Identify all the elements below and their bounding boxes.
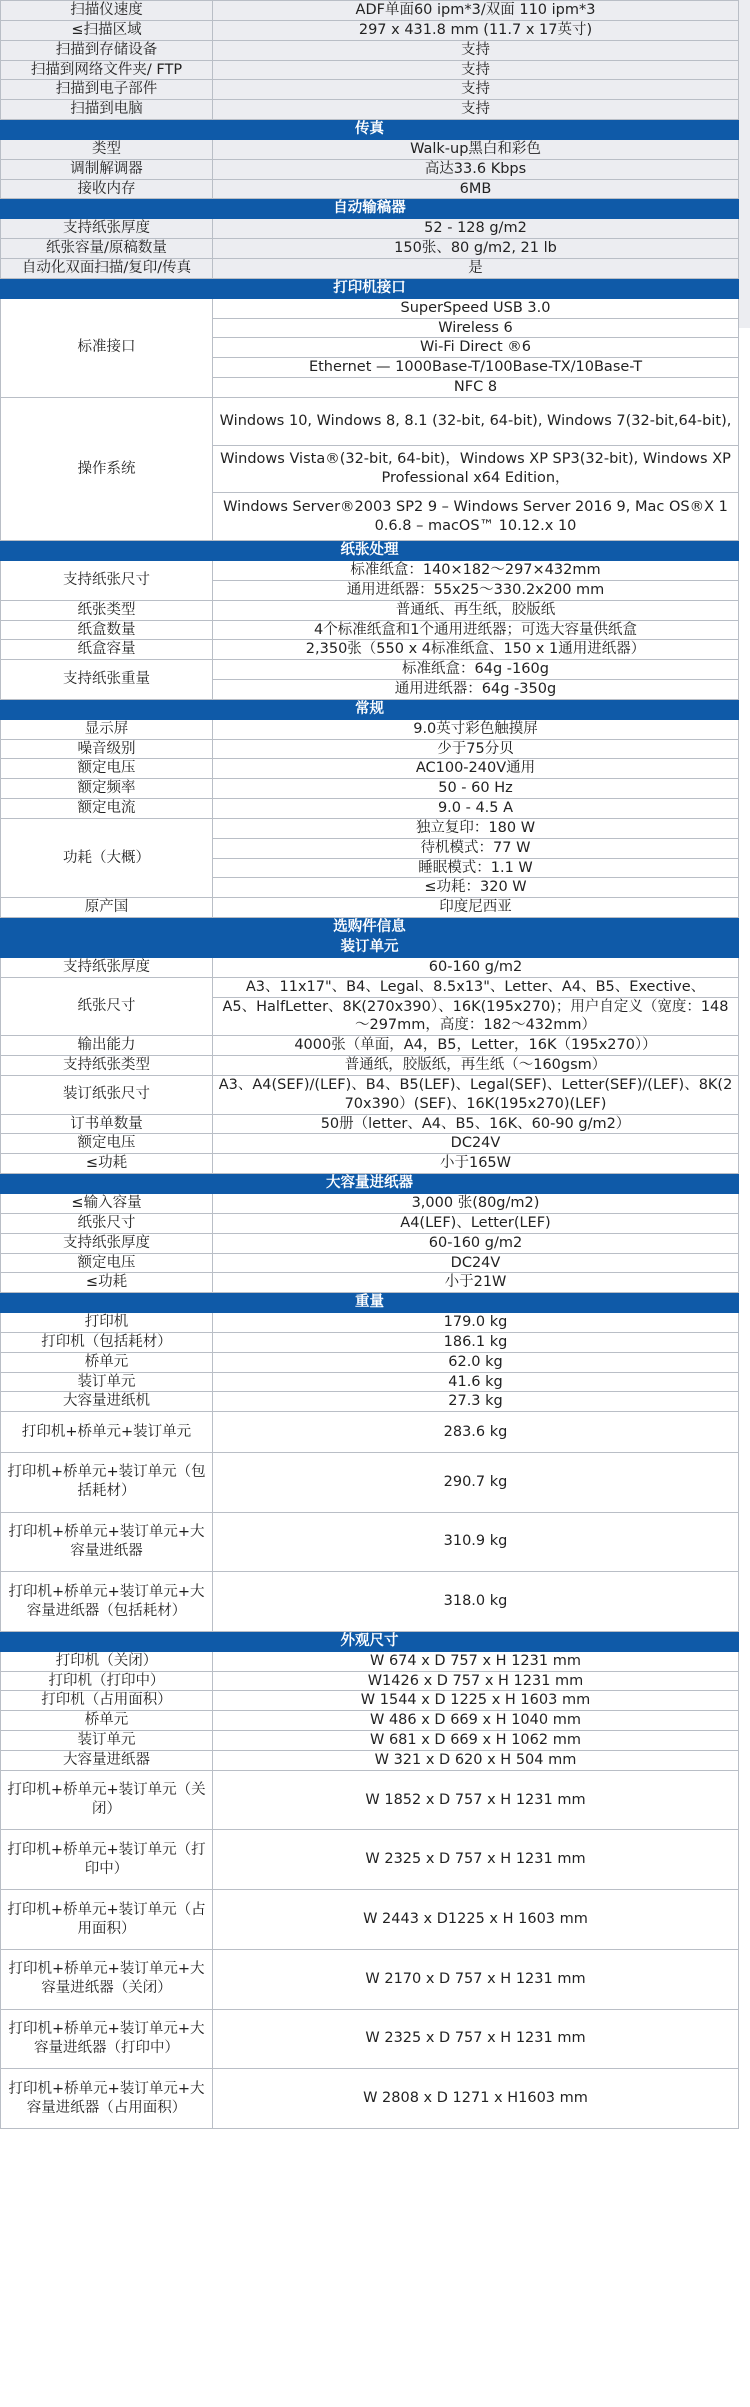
spec-label: 噪音级别: [1, 739, 213, 759]
spec-value: 高达33.6 Kbps: [213, 159, 739, 179]
spec-value: A5、HalfLetter、8K(270x390）、16K(195x270)；用户自定义（宽度：148～297mm，高度：182～432mm）: [213, 997, 739, 1036]
spec-row: [1, 1273, 739, 1293]
spec-row: [1, 779, 739, 799]
spec-value: W 681 x D 669 x H 1062 mm: [213, 1731, 739, 1751]
spec-row: [1, 1114, 739, 1134]
spec-row: [1, 600, 739, 620]
spec-row: [1, 298, 739, 318]
spec-value: 310.9 kg: [213, 1512, 739, 1572]
spec-value: 9.0英寸彩色触摸屏: [213, 719, 739, 739]
section-header: [1, 120, 739, 140]
spec-row: [1, 1691, 739, 1711]
spec-label: 调制解调器: [1, 159, 213, 179]
spec-value: 318.0 kg: [213, 1572, 739, 1632]
spec-value: A4(LEF)、Letter(LEF): [213, 1213, 739, 1233]
spec-value: 普通纸，胶版纸，再生纸（～160gsm）: [213, 1056, 739, 1076]
section-title: 传真: [1, 120, 739, 140]
spec-value: Windows Server®2003 SP2 9 – Windows Server 2016 9, Mac OS®X 10.6.8 – macOS™ 10.12.x 10: [213, 493, 739, 541]
spec-value: W 674 x D 757 x H 1231 mm: [213, 1651, 739, 1671]
spec-value: 297 x 431.8 mm (11.7 x 17英寸): [213, 20, 739, 40]
spec-label: ≤功耗: [1, 1154, 213, 1174]
spec-value: W 2325 x D 757 x H 1231 mm: [213, 2009, 739, 2069]
spec-value: 是: [213, 258, 739, 278]
spec-row: [1, 759, 739, 779]
top-shade-strip: [738, 0, 750, 328]
spec-value: Ethernet — 1000Base-T/100Base-TX/10Base-T: [213, 358, 739, 378]
spec-value: Windows Vista®(32-bit, 64-bit)，Windows XP SP3(32-bit), Windows XP Professional x64 Edition，: [213, 445, 739, 493]
spec-row: [1, 1412, 739, 1453]
spec-value: 通用进纸器：55x25～330.2x200 mm: [213, 580, 739, 600]
spec-row: [1, 1193, 739, 1213]
spec-label: 纸盒容量: [1, 640, 213, 660]
spec-label: 打印机+桥单元+装订单元（包括耗材）: [1, 1452, 213, 1512]
section-header: [1, 541, 739, 561]
spec-label: 支持纸张厚度: [1, 957, 213, 977]
spec-row: [1, 957, 739, 977]
section-header: [1, 938, 739, 958]
spec-label: 额定电压: [1, 759, 213, 779]
spec-value: A3、11x17"、B4、Legal、8.5x13"、Letter、A4、B5、Exective、: [213, 977, 739, 997]
spec-value: 标准纸盒：64g -160g: [213, 660, 739, 680]
spec-value: 50 - 60 Hz: [213, 779, 739, 799]
spec-label: 标准接口: [1, 298, 213, 397]
section-header: [1, 699, 739, 719]
spec-value: 睡眠模式：1.1 W: [213, 858, 739, 878]
spec-value: 支持: [213, 100, 739, 120]
spec-value: 150张、80 g/m2, 21 lb: [213, 239, 739, 259]
spec-row: [1, 660, 739, 680]
spec-value: NFC 8: [213, 378, 739, 398]
spec-label: 打印机（关闭）: [1, 1651, 213, 1671]
spec-row: [1, 40, 739, 60]
spec-value: Wireless 6: [213, 318, 739, 338]
spec-row: [1, 1, 739, 21]
spec-label: 纸张容量/原稿数量: [1, 239, 213, 259]
spec-value: W 486 x D 669 x H 1040 mm: [213, 1711, 739, 1731]
spec-label: 大容量进纸器: [1, 1750, 213, 1770]
spec-label: 支持纸张重量: [1, 660, 213, 700]
spec-label: 纸张类型: [1, 600, 213, 620]
spec-value: 普通纸、再生纸，胶版纸: [213, 600, 739, 620]
section-header: [1, 1293, 739, 1313]
spec-row: [1, 1731, 739, 1751]
spec-value: 小于21W: [213, 1273, 739, 1293]
spec-value: 2,350张（550 x 4标准纸盒、150 x 1通用进纸器）: [213, 640, 739, 660]
spec-label: 支持纸张厚度: [1, 1233, 213, 1253]
page-margin: [738, 0, 750, 2407]
spec-row: [1, 1075, 739, 1114]
spec-label: 原产国: [1, 898, 213, 918]
spec-row: [1, 719, 739, 739]
spec-value: 179.0 kg: [213, 1313, 739, 1333]
spec-value: 4个标准纸盒和1个通用进纸器；可选大容量供纸盒: [213, 620, 739, 640]
spec-row: [1, 20, 739, 40]
spec-value: ≤功耗：320 W: [213, 878, 739, 898]
spec-row: [1, 1750, 739, 1770]
spec-value: Walk-up黑白和彩色: [213, 139, 739, 159]
spec-value: W 2170 x D 757 x H 1231 mm: [213, 1949, 739, 2009]
spec-row: [1, 1770, 739, 1830]
spec-label: 打印机+桥单元+装订单元（打印中）: [1, 1830, 213, 1890]
spec-label: 操作系统: [1, 397, 213, 540]
spec-row: [1, 640, 739, 660]
spec-row: [1, 1134, 739, 1154]
spec-label: 支持纸张类型: [1, 1056, 213, 1076]
spec-value: W 2808 x D 1271 x H1603 mm: [213, 2069, 739, 2129]
spec-label: 打印机+桥单元+装订单元+大容量进纸器（占用面积）: [1, 2069, 213, 2129]
spec-label: 装订纸张尺寸: [1, 1075, 213, 1114]
spec-value: 283.6 kg: [213, 1412, 739, 1453]
spec-value: W 2325 x D 757 x H 1231 mm: [213, 1830, 739, 1890]
spec-row: [1, 898, 739, 918]
spec-value: W 2443 x D1225 x H 1603 mm: [213, 1890, 739, 1950]
spec-value: SuperSpeed USB 3.0: [213, 298, 739, 318]
spec-label: 自动化双面扫描/复印/传真: [1, 258, 213, 278]
spec-label: 扫描到存储设备: [1, 40, 213, 60]
spec-value: 标准纸盒：140×182～297×432mm: [213, 560, 739, 580]
spec-row: [1, 560, 739, 580]
spec-table-body: [1, 1, 739, 2129]
spec-value: DC24V: [213, 1134, 739, 1154]
spec-row: [1, 397, 739, 445]
spec-value: AC100-240V通用: [213, 759, 739, 779]
section-header: [1, 278, 739, 298]
spec-row: [1, 1512, 739, 1572]
spec-row: [1, 1711, 739, 1731]
section-header: [1, 1631, 739, 1651]
spec-label: 纸张尺寸: [1, 1213, 213, 1233]
spec-row: [1, 1253, 739, 1273]
section-header: [1, 199, 739, 219]
spec-row: [1, 179, 739, 199]
spec-row: [1, 977, 739, 997]
spec-label: 装订单元: [1, 1372, 213, 1392]
section-title: 自动输稿器: [1, 199, 739, 219]
spec-label: 订书单数量: [1, 1114, 213, 1134]
spec-value: 52 - 128 g/m2: [213, 219, 739, 239]
spec-value: 支持: [213, 60, 739, 80]
spec-label: 额定电压: [1, 1134, 213, 1154]
section-title: 重量: [1, 1293, 739, 1313]
spec-row: [1, 1452, 739, 1512]
spec-label: 打印机: [1, 1313, 213, 1333]
section-header: [1, 918, 739, 938]
spec-value: 27.3 kg: [213, 1392, 739, 1412]
section-title: 大容量进纸器: [1, 1174, 739, 1194]
spec-row: [1, 1332, 739, 1352]
spec-value: 小于165W: [213, 1154, 739, 1174]
spec-value: 6MB: [213, 179, 739, 199]
spec-value: ADF单面60 ipm*3/双面 110 ipm*3: [213, 1, 739, 21]
spec-label: 打印机（占用面积）: [1, 1691, 213, 1711]
spec-label: 扫描仪速度: [1, 1, 213, 21]
spec-value: 9.0 - 4.5 A: [213, 799, 739, 819]
spec-value: 待机模式：77 W: [213, 838, 739, 858]
section-title: 选购件信息: [1, 918, 739, 938]
spec-label: 额定频率: [1, 779, 213, 799]
spec-row: [1, 1392, 739, 1412]
spec-label: 打印机+桥单元+装订单元（占用面积）: [1, 1890, 213, 1950]
section-header: [1, 1174, 739, 1194]
spec-value: A3、A4(SEF)/(LEF)、B4、B5(LEF)、Legal(SEF)、Letter(SEF)/(LEF)、8K(270x390）(SEF)、16K(195x270)(LEF): [213, 1075, 739, 1114]
spec-row: [1, 1213, 739, 1233]
spec-value: 290.7 kg: [213, 1452, 739, 1512]
spec-row: [1, 1572, 739, 1632]
spec-label: 装订单元: [1, 1731, 213, 1751]
spec-row: [1, 739, 739, 759]
spec-value: W 321 x D 620 x H 504 mm: [213, 1750, 739, 1770]
section-title: 纸张处理: [1, 541, 739, 561]
spec-row: [1, 139, 739, 159]
spec-label: 扫描到电脑: [1, 100, 213, 120]
spec-value: W 1544 x D 1225 x H 1603 mm: [213, 1691, 739, 1711]
spec-value: 支持: [213, 80, 739, 100]
spec-value: 41.6 kg: [213, 1372, 739, 1392]
spec-label: 打印机（打印中）: [1, 1671, 213, 1691]
spec-row: [1, 1313, 739, 1333]
spec-value: 通用进纸器：64g -350g: [213, 680, 739, 700]
spec-label: 额定电压: [1, 1253, 213, 1273]
spec-row: [1, 1949, 739, 2009]
spec-row: [1, 799, 739, 819]
spec-label: 打印机+桥单元+装订单元+大容量进纸器: [1, 1512, 213, 1572]
spec-value: W 1852 x D 757 x H 1231 mm: [213, 1770, 739, 1830]
spec-value: 50册（letter、A4、B5、16K、60-90 g/m2）: [213, 1114, 739, 1134]
spec-value: 独立复印：180 W: [213, 818, 739, 838]
spec-label: 打印机（包括耗材）: [1, 1332, 213, 1352]
spec-label: 支持纸张厚度: [1, 219, 213, 239]
spec-label: 功耗（大概）: [1, 818, 213, 897]
spec-row: [1, 2069, 739, 2129]
spec-row: [1, 818, 739, 838]
spec-row: [1, 80, 739, 100]
spec-row: [1, 258, 739, 278]
spec-row: [1, 159, 739, 179]
spec-row: [1, 1671, 739, 1691]
spec-row: [1, 1036, 739, 1056]
section-title: 常规: [1, 699, 739, 719]
spec-value: W1426 x D 757 x H 1231 mm: [213, 1671, 739, 1691]
spec-label: 打印机+桥单元+装订单元+大容量进纸器（包括耗材）: [1, 1572, 213, 1632]
spec-value: 62.0 kg: [213, 1352, 739, 1372]
spec-row: [1, 1056, 739, 1076]
spec-label: ≤功耗: [1, 1273, 213, 1293]
spec-row: [1, 1890, 739, 1950]
spec-value: 60-160 g/m2: [213, 1233, 739, 1253]
spec-value: 60-160 g/m2: [213, 957, 739, 977]
spec-label: 显示屏: [1, 719, 213, 739]
spec-label: ≤输入容量: [1, 1193, 213, 1213]
spec-row: [1, 1233, 739, 1253]
spec-label: 大容量进纸机: [1, 1392, 213, 1412]
spec-row: [1, 2009, 739, 2069]
spec-row: [1, 1154, 739, 1174]
spec-row: [1, 1372, 739, 1392]
spec-value: Wi-Fi Direct ®6: [213, 338, 739, 358]
spec-row: [1, 1651, 739, 1671]
spec-label: 打印机+桥单元+装订单元+大容量进纸器（打印中）: [1, 2009, 213, 2069]
spec-value: DC24V: [213, 1253, 739, 1273]
spec-label: 扫描到电子部件: [1, 80, 213, 100]
spec-row: [1, 100, 739, 120]
spec-row: [1, 219, 739, 239]
spec-label: 桥单元: [1, 1352, 213, 1372]
spec-label: 类型: [1, 139, 213, 159]
spec-label: 纸盒数量: [1, 620, 213, 640]
spec-row: [1, 1830, 739, 1890]
spec-row: [1, 620, 739, 640]
spec-value: 印度尼西亚: [213, 898, 739, 918]
spec-label: 打印机+桥单元+装订单元+大容量进纸器（关闭）: [1, 1949, 213, 2009]
section-title: 装订单元: [1, 938, 739, 958]
spec-label: ≤扫描区域: [1, 20, 213, 40]
section-title: 打印机接口: [1, 278, 739, 298]
spec-value: 4000张（单面，A4，B5，Letter，16K（195x270））: [213, 1036, 739, 1056]
spec-row: [1, 1352, 739, 1372]
spec-label: 额定电流: [1, 799, 213, 819]
spec-row: [1, 60, 739, 80]
spec-value: 支持: [213, 40, 739, 60]
spec-label: 支持纸张尺寸: [1, 560, 213, 600]
spec-label: 输出能力: [1, 1036, 213, 1056]
spec-label: 纸张尺寸: [1, 977, 213, 1036]
spec-value: Windows 10, Windows 8, 8.1 (32-bit, 64-bit), Windows 7(32-bit,64-bit),: [213, 397, 739, 445]
spec-label: 打印机+桥单元+装订单元: [1, 1412, 213, 1453]
spec-value: 少于75分贝: [213, 739, 739, 759]
spec-value: 186.1 kg: [213, 1332, 739, 1352]
section-title: 外观尺寸: [1, 1631, 739, 1651]
spec-label: 打印机+桥单元+装订单元（关闭）: [1, 1770, 213, 1830]
spec-value: 3,000 张(80g/m2): [213, 1193, 739, 1213]
spec-label: 扫描到网络文件夹/ FTP: [1, 60, 213, 80]
spec-label: 接收内存: [1, 179, 213, 199]
spec-label: 桥单元: [1, 1711, 213, 1731]
spec-row: [1, 239, 739, 259]
